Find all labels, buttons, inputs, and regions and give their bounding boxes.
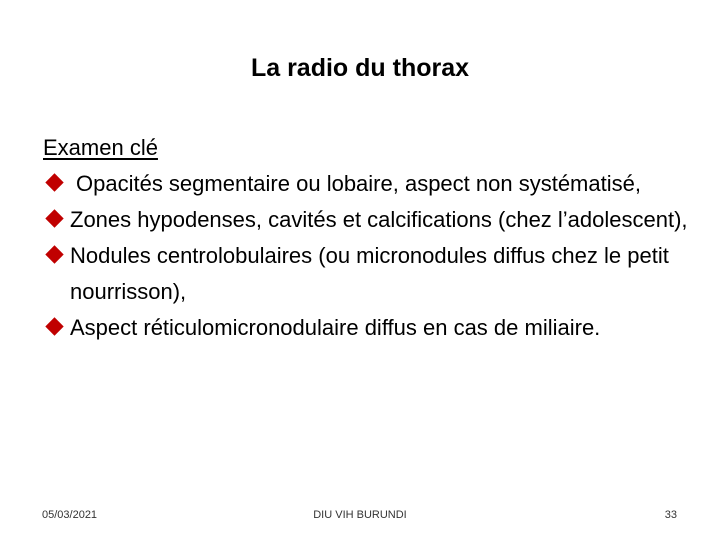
diamond-bullet-icon xyxy=(45,173,63,191)
bullet-list xyxy=(43,166,693,346)
list-item xyxy=(43,238,693,310)
list-item xyxy=(43,166,693,202)
diamond-bullet-icon xyxy=(45,245,63,263)
footer-date: 05/03/2021 xyxy=(42,509,98,521)
slide-title: La radio du thorax xyxy=(250,54,470,82)
subheading: Examen clé xyxy=(43,135,158,160)
page-number: 33 xyxy=(664,509,677,521)
list-item xyxy=(43,202,693,238)
bullet-text: Opacités segmentaire ou lobaire, aspect non systématisé, xyxy=(76,171,641,196)
slide-body xyxy=(43,130,693,346)
footer-center-text: DIU VIH BURUNDI xyxy=(313,509,407,521)
diamond-bullet-icon xyxy=(45,317,63,335)
bullet-text: Zones hypodenses, cavités et calcifications (chez l’adolescent), xyxy=(70,207,688,232)
diamond-bullet-icon xyxy=(45,209,63,227)
bullet-text: Aspect réticulomicronodulaire diffus en cas de miliaire. xyxy=(70,315,601,340)
list-item xyxy=(43,310,693,346)
bullet-text: Nodules centrolobulaires (ou micronodules diffus chez le petit nourrisson), xyxy=(70,243,669,304)
